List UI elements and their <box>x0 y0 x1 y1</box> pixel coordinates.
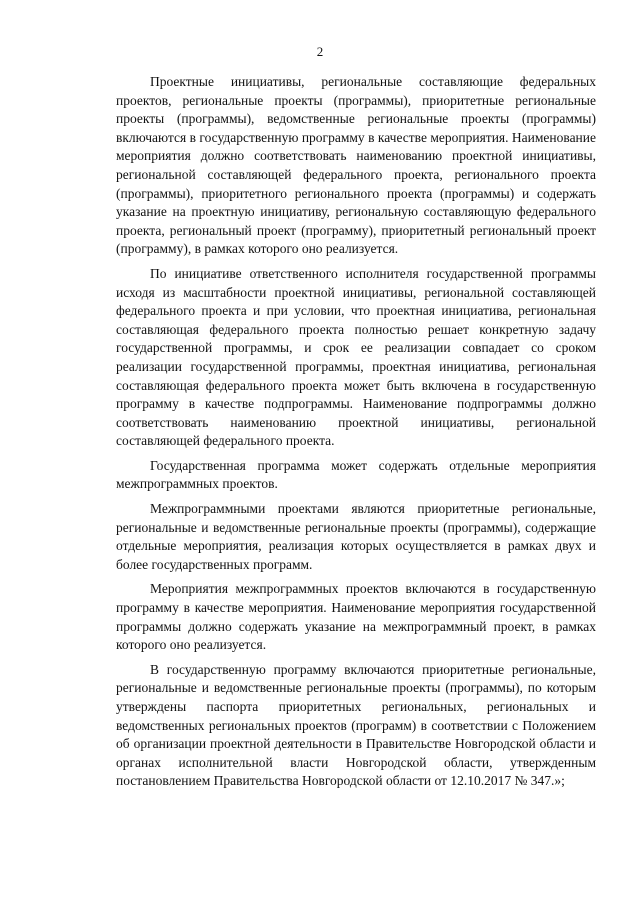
paragraph-interprogram-definition: Межпрограммными проектами являются приоритетные региональные, региональные и ведомственные региональные проекты (программы), содержащие отдельные мероприятия, реализация которых осуществляется в рамках двух и более государственных программ. <box>116 501 596 572</box>
page-number: 2 <box>316 44 324 59</box>
document-body <box>116 73 596 797</box>
paragraph-subprogram-inclusion: По инициативе ответственного исполнителя государственной программы исходя из масштабности проектной инициативы, региональной составляющей федерального проекта и при условии, что проектная инициатива, региональная составляющая федерального проекта полностью решает конкретную задачу государственной программы, и срок ее реализации совпадает со сроком реализации государственной программы, проектная инициатива, региональная составляющая федерального проекта может быть включена в государственную программу в качестве подпрограммы. Наименование подпрограммы должно соответствовать наименованию проектной инициативы, региональной составляющей федерального проекта. <box>116 265 596 449</box>
paragraph-interprogram-inclusion: Мероприятия межпрограммных проектов включаются в государственную программу в качестве мероприятия. Наименование мероприятия государственной программы должно содержать указание на межпрограммный проект, в рамках которого оно реализуется. <box>116 581 596 653</box>
paragraph-interprogram-measures: Государственная программа может содержать отдельные мероприятия межпрограммных проектов. <box>116 457 596 492</box>
paragraph-project-initiatives: Проектные инициативы, региональные составляющие федеральных проектов, региональные проекты (программы), приоритетные региональные проекты (программы), ведомственные региональные проекты (программы) включаются в государственную программу в качестве мероприятия. Наименование мероприятия должно соответствовать наименованию проектной инициативы, региональной составляющей федерального проекта, регионального проекта (программы), приоритетного регионального проекта (программы) и содержать указание на проектную инициативу, региональную составляющую федерального проекта, региональный проект (программу), приоритетный региональный проект (программу), в рамках которого оно реализуется. <box>116 74 596 257</box>
paragraph-passport-requirement: В государственную программу включаются приоритетные региональные, региональные и ведомственные региональные проекты (программы), по которым утверждены паспорта приоритетных региональных, региональных и ведомственных региональных проектов (программ) в соответствии с Положением об организации проектной деятельности в Правительстве Новгородской области и органах исполнительной власти Новгородской области, утвержденным постановлением Правительства Новгородской области от 12.10.2017 № 347.»; <box>116 661 596 789</box>
